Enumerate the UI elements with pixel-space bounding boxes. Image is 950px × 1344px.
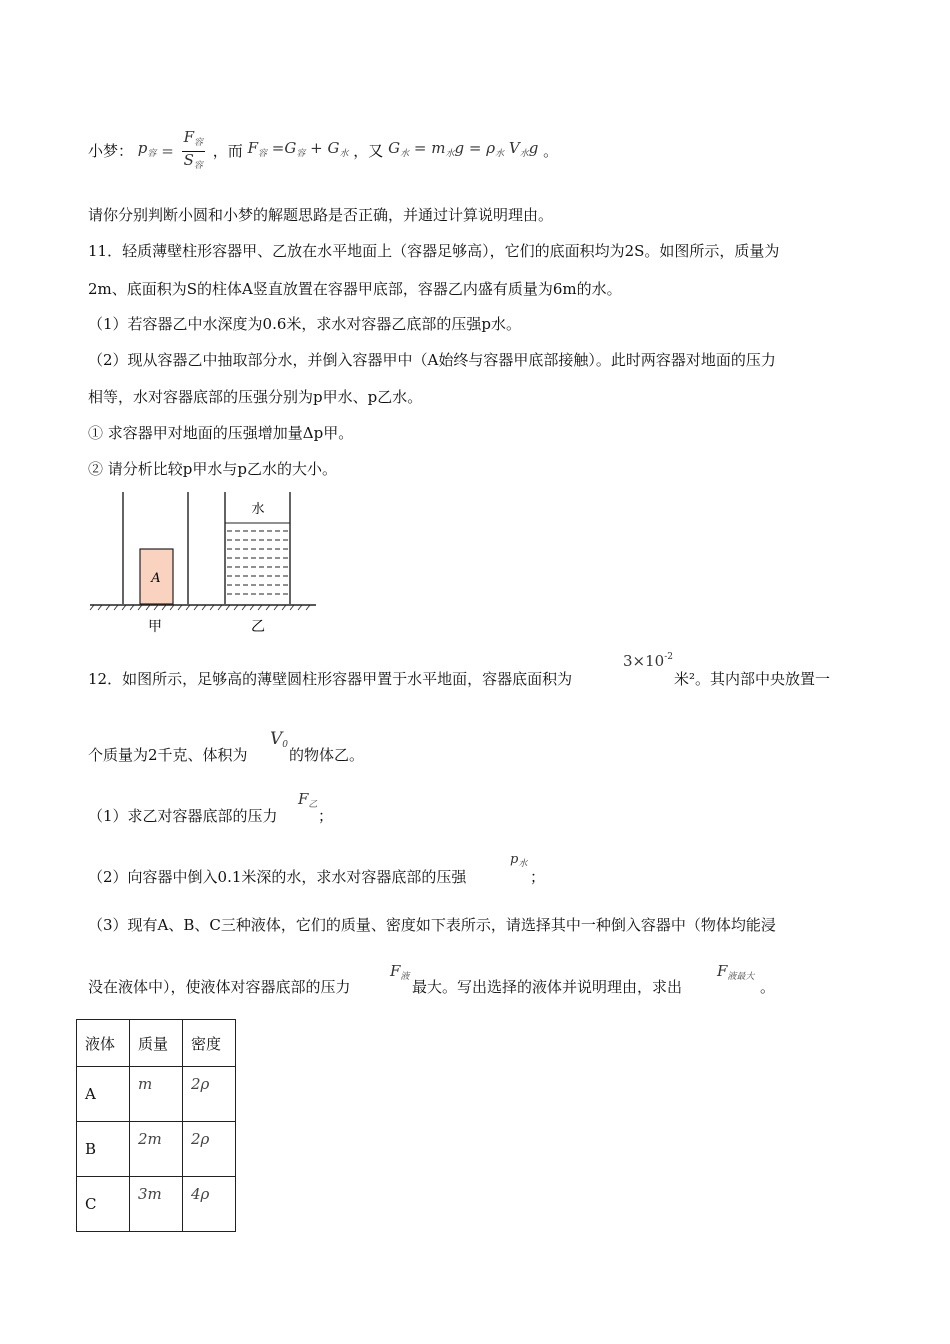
- q11-part2-line1: （2）现从容器乙中抽取部分水，并倒入容器甲中（A始终与容器甲底部接触）。此时两容器对地面的压力: [88, 351, 776, 369]
- xiaomeng-line: [88, 127, 559, 171]
- sep-2: ，又: [353, 142, 384, 160]
- q12-part3-line1: （3）现有A、B、C三种液体，它们的质量、密度如下表所示，请选择其中一种倒入容器中（物体均能浸: [88, 916, 776, 934]
- q11-part1: （1）若容器乙中水深度为0.6米，求水对容器乙底部的压强p水。: [88, 315, 522, 333]
- label-yi: 乙: [251, 619, 265, 635]
- force-equation: $F_容 =G_容 + G_水$: [247, 139, 349, 159]
- q11-part2-line2: 相等，水对容器底部的压强分别为p甲水、p乙水。: [88, 388, 423, 406]
- q12-part3-mid: 最大。写出选择的液体并说明理由，求出: [412, 978, 683, 996]
- sep-1: ，而: [212, 142, 243, 160]
- xiaomeng-label: 小梦：: [88, 142, 134, 160]
- judge-instruction: 请你分别判断小圆和小梦的解题思路是否正确，并通过计算说明理由。: [88, 206, 554, 224]
- table-cell: B: [77, 1122, 130, 1177]
- v0-symbol: $V_0$: [270, 729, 289, 750]
- table-cell: 4ρ: [183, 1177, 236, 1232]
- equals-sign: =: [161, 142, 174, 160]
- table-row: [77, 1177, 236, 1232]
- table-header-cell: 密度: [183, 1020, 236, 1067]
- table-row: [77, 1067, 236, 1122]
- f-yi-symbol: $F_乙$: [298, 790, 318, 810]
- q12-area-value: $3\times 10^{-2}$: [623, 652, 673, 670]
- table-cell: 2m: [130, 1122, 183, 1177]
- q11-subq2: ② 请分析比较p甲水与p乙水的大小。: [88, 460, 337, 478]
- table-header-row: [77, 1020, 236, 1067]
- table-header-cell: 质量: [130, 1020, 183, 1067]
- q11-line2: 2m、底面积为S的柱体A竖直放置在容器甲底部，容器乙内盛有质量为6m的水。: [88, 280, 622, 298]
- table-row: [77, 1122, 236, 1177]
- q11-line1: 11．轻质薄壁柱形容器甲、乙放在水平地面上（容器足够高），它们的底面积均为2S。如图所示，质量为: [88, 242, 780, 260]
- p-container-symbol: $p_容$: [137, 139, 157, 159]
- water-dashes: [227, 531, 288, 594]
- q12-part3-end: 。: [760, 978, 776, 996]
- end-mark: 。: [543, 142, 559, 160]
- f-ye-max-symbol: $F_{液最大}$: [717, 962, 755, 982]
- pressure-fraction: $\frac{F_容}{S_容}$: [183, 127, 203, 171]
- q12-line2-end: 的物体乙。: [289, 746, 365, 764]
- table-cell: 2ρ: [183, 1122, 236, 1177]
- q11-subq1: ① 求容器甲对地面的压强增加量Δp甲。: [88, 424, 354, 442]
- q12-line2: 个质量为2千克、体积为: [88, 746, 248, 764]
- p-shui-symbol: $p_水$: [510, 852, 528, 869]
- table-header-cell: 液体: [77, 1020, 130, 1067]
- q12-part1: （1）求乙对容器底部的压力: [88, 807, 278, 825]
- label-jia: 甲: [148, 619, 162, 635]
- block-a-label: A: [151, 571, 161, 586]
- table-cell: C: [77, 1177, 130, 1232]
- water-label: 水: [251, 502, 265, 517]
- table-cell: m: [130, 1067, 183, 1122]
- q12-part2-end: ；: [530, 868, 546, 886]
- table-cell: 3m: [130, 1177, 183, 1232]
- q12-line1-end: 米²。其内部中央放置一: [674, 670, 831, 688]
- liquid-table: [76, 1019, 236, 1232]
- table-cell: 2ρ: [183, 1067, 236, 1122]
- f-ye-symbol: $F_液$: [390, 962, 410, 982]
- q12-part2: （2）向容器中倒入0.1米深的水，求水对容器底部的压强: [88, 868, 467, 886]
- q12-part3-line2: 没在液体中），使液体对容器底部的压力: [88, 978, 351, 996]
- weight-equation: $G_水 = m_水g = \rho_水$ $V_水g$: [388, 139, 539, 159]
- q12-line1: 12．如图所示，足够高的薄壁圆柱形容器甲置于水平地面，容器底面积为: [88, 670, 573, 688]
- q12-part1-end: ；: [318, 807, 334, 825]
- table-cell: A: [77, 1067, 130, 1122]
- q11-figure: [86, 488, 326, 640]
